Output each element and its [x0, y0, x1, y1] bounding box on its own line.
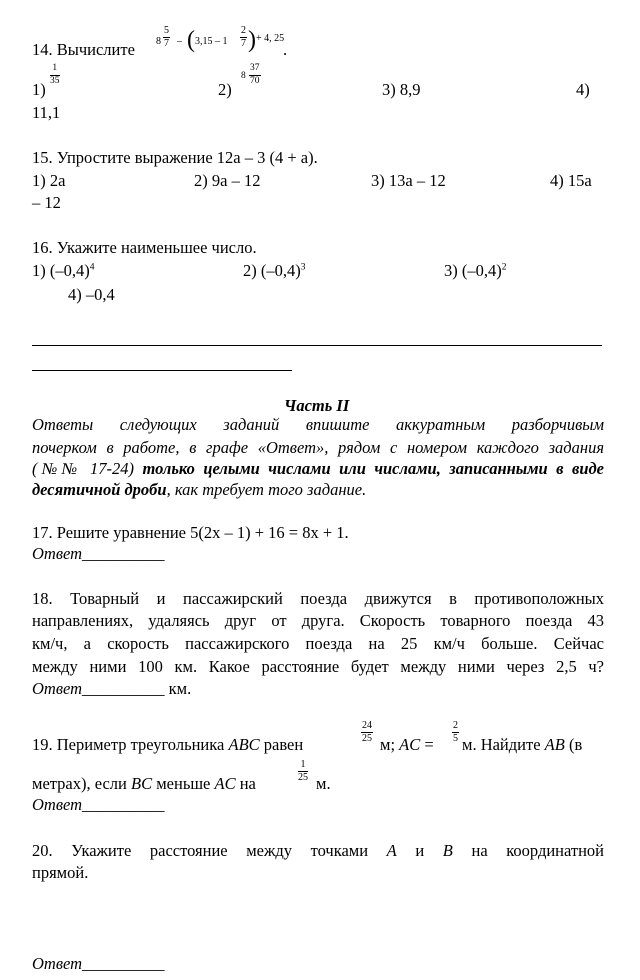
q15-option-1: 1) 2а [32, 171, 66, 190]
q19-line-2: метрах), если BC меньше AC на [32, 774, 256, 793]
q14-option-2: 2) [218, 80, 232, 99]
q19-line-1-start: 19. Периметр треугольника ABC равен [32, 735, 304, 754]
q14-prompt: 14. Вычислите [32, 40, 135, 59]
part-2-intro-line-4: десятичной дроби, как требует того задание. [32, 480, 367, 499]
q18-line-4: между ними 100 км. Какое расстояние будет между ними через 2,5 ч? [32, 657, 604, 676]
q15-option-2: 2) 9а – 12 [194, 171, 261, 190]
q20-line-2: прямой. [32, 863, 89, 882]
q14-option-3: 3) 8,9 [382, 80, 421, 99]
separator-line [32, 345, 602, 346]
part-2-title: Часть II [284, 396, 350, 415]
q14-frac-5-7: $\frac{5}{7}$ [164, 25, 169, 49]
q15-option-4: 4) 15а [550, 171, 592, 190]
q18-line-2: направлениях, удаляясь друг от друга. Скорость товарного поезда 43 [32, 611, 604, 630]
q14-option-1-frac: $\frac{1}{35}$ [50, 63, 60, 86]
q16-prompt: 16. Укажите наименьшее число. [32, 238, 257, 257]
part-2-intro-line-3: (№№ 17-24) только целыми числами или числами, записанными в виде [32, 459, 605, 478]
q20-answer[interactable]: Ответ__________ [32, 954, 165, 973]
q19-answer[interactable]: Ответ__________ [32, 795, 165, 814]
q20-line-1: 20. Укажите расстояние между точками A и B на координатной [32, 841, 605, 860]
q14-frac-2-7: $\frac{2}{7}$ [241, 25, 246, 49]
q18-line-1: 18. Товарный и пассажирский поезда движутся в противоположных [32, 589, 604, 608]
q16-option-3: 3) $(-0,4)^2$ [444, 261, 507, 280]
q14-option-1: 1) [32, 80, 46, 99]
q18-line-3: км/ч, а скорость пассажирского поезда на 25 км/ч больше. Сейчас [32, 634, 604, 653]
q19-perimeter-frac: $\frac{24}{25}$ [362, 720, 372, 744]
q16-option-4: 4) –0,4 [68, 285, 115, 304]
q15-prompt: 15. Упростите выражение 12а – 3 (4 + а). [32, 148, 318, 167]
q15-option-3: 3) 13а – 12 [371, 171, 446, 190]
q19-diff-frac: $\frac{1}{25}$ [298, 759, 308, 783]
q19-ac-frac: $\frac{2}{5}$ [453, 720, 458, 744]
q16-option-1: 1) $(-0,4)^4$ [32, 261, 95, 280]
q16-option-2: 2) $(-0,4)^3$ [243, 261, 306, 280]
q18-answer[interactable]: Ответ__________ км. [32, 679, 192, 698]
part-2-intro-line-2: почерком в работе, в графе «Ответ», рядом с номером каждого задания [32, 438, 604, 457]
q14-option-4: 4) [576, 80, 590, 99]
q17-prompt: 17. Решите уравнение 5(2х – 1) + 16 = 8х + 1. [32, 523, 349, 542]
q14-option-2-frac: $\frac{37}{70}$ [250, 63, 260, 86]
separator-line-short [32, 370, 292, 371]
part-2-intro-line-1: Ответы следующих заданий впишите аккуратным разборчивым [32, 415, 604, 434]
q17-answer[interactable]: Ответ__________ [32, 544, 165, 563]
